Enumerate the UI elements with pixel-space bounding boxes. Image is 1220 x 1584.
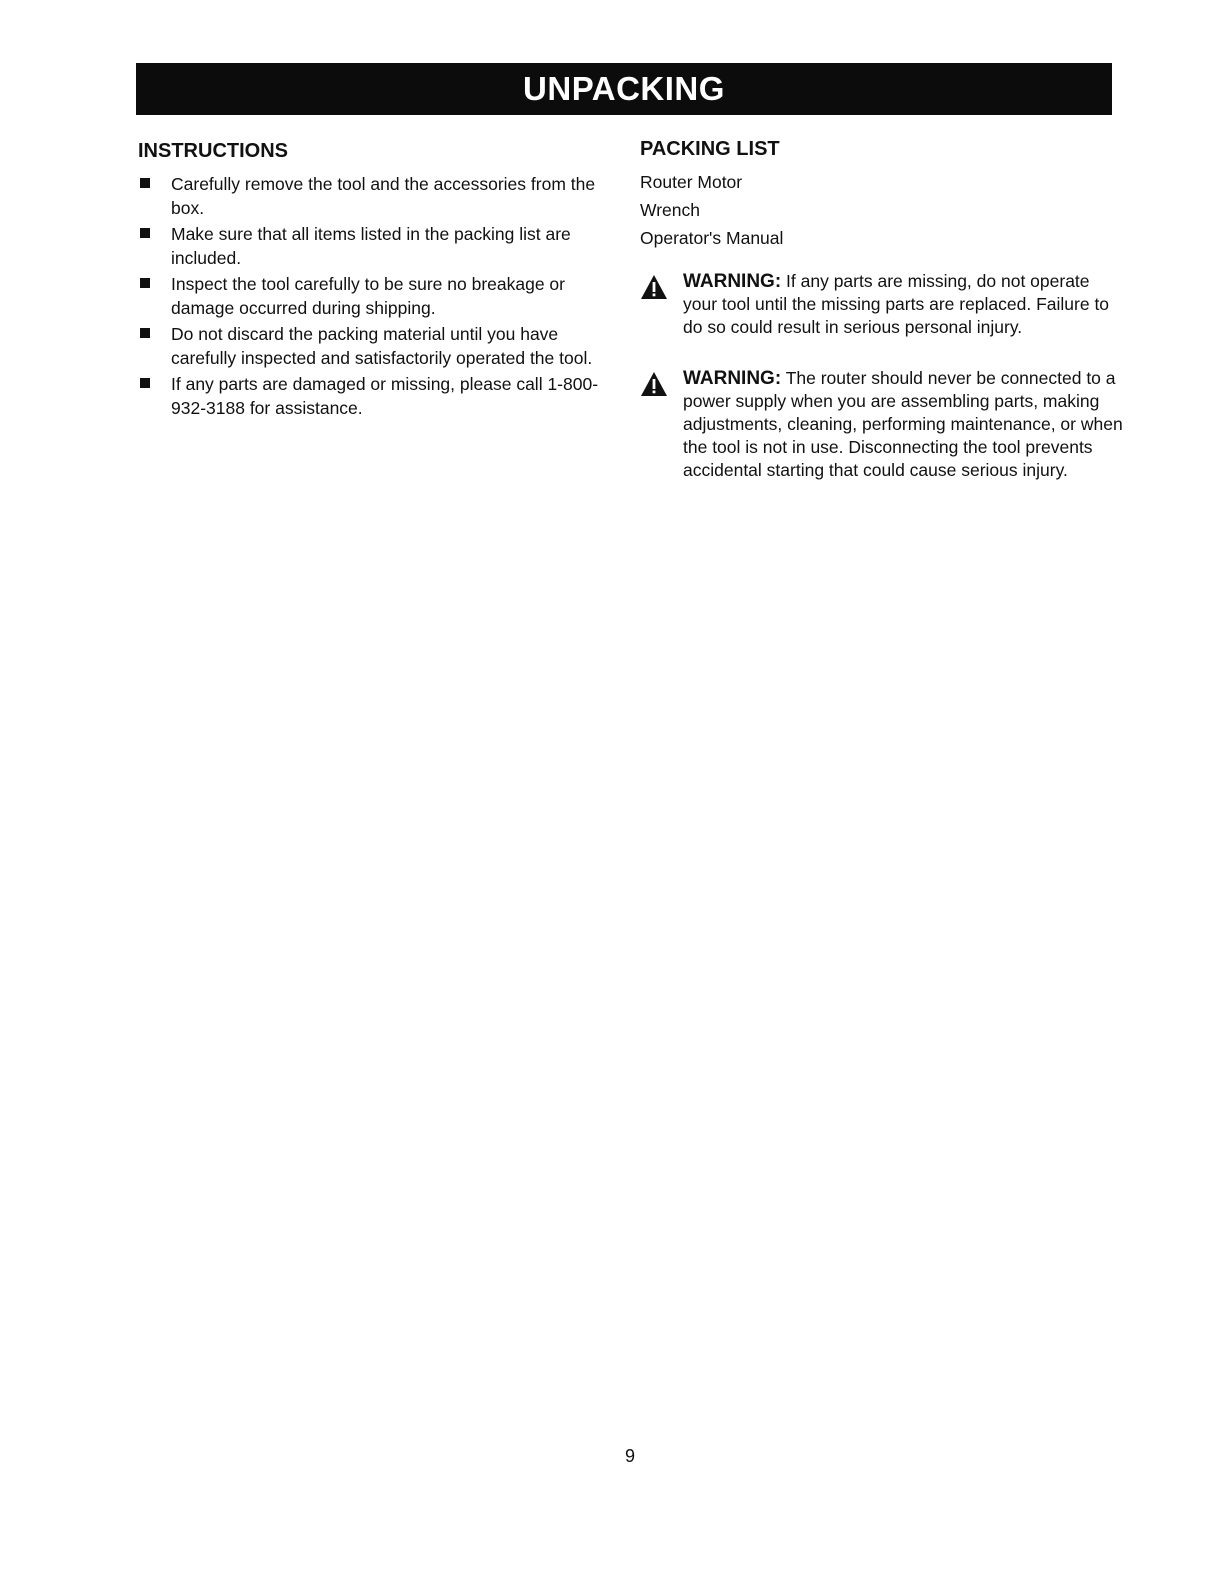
packing-list-section	[640, 138, 1123, 482]
list-item	[138, 172, 618, 220]
list-item-text: Do not discard the packing material until you have carefully inspected and satisfactorily operated the tool.	[171, 324, 593, 368]
warning-text: If any parts are missing, do not operate your tool until the missing parts are replaced. Failure to do so could result in serious personal injury.	[683, 271, 1110, 337]
banner-title: UNPACKING	[523, 70, 725, 107]
list-item-text: Inspect the tool carefully to be sure no breakage or damage occurred during shipping.	[171, 274, 565, 318]
packing-list	[640, 168, 1120, 252]
warning-triangle-icon	[640, 274, 668, 300]
warning-label: WARNING:	[683, 368, 782, 389]
list-item	[138, 372, 618, 420]
packing-item: Router Motor	[640, 172, 743, 192]
square-bullet-icon	[140, 228, 150, 238]
packing-list-heading: PACKING LIST	[640, 138, 780, 160]
square-bullet-icon	[140, 378, 150, 388]
list-item-text: Make sure that all items listed in the packing list are included.	[171, 224, 571, 268]
warning-text: The router should never be connected to a power supply when you are assembling parts, making adjustments, cleaning, performing maintenance, or when the tool is not in use. Disconnecting the tool prevents accidental starting that could cause serious injury.	[683, 368, 1123, 480]
warning-block	[640, 270, 1123, 339]
list-item	[138, 322, 618, 370]
section-banner	[136, 63, 1112, 115]
instructions-heading: INSTRUCTIONS	[138, 140, 288, 162]
warning-label: WARNING:	[683, 271, 782, 292]
warning-block	[640, 367, 1123, 482]
packing-item: Operator's Manual	[640, 228, 784, 248]
packing-item: Wrench	[640, 200, 700, 220]
instructions-section	[138, 140, 618, 422]
list-item-text: If any parts are damaged or missing, please call 1-800-932-3188 for assistance.	[171, 374, 599, 418]
page-number: 9	[624, 1446, 635, 1466]
square-bullet-icon	[140, 178, 150, 188]
list-item	[138, 272, 618, 320]
square-bullet-icon	[140, 328, 150, 338]
list-item-text: Carefully remove the tool and the accessories from the box.	[171, 174, 596, 218]
warning-triangle-icon	[640, 371, 668, 397]
square-bullet-icon	[140, 278, 150, 288]
instructions-list	[138, 172, 618, 420]
list-item	[138, 222, 618, 270]
